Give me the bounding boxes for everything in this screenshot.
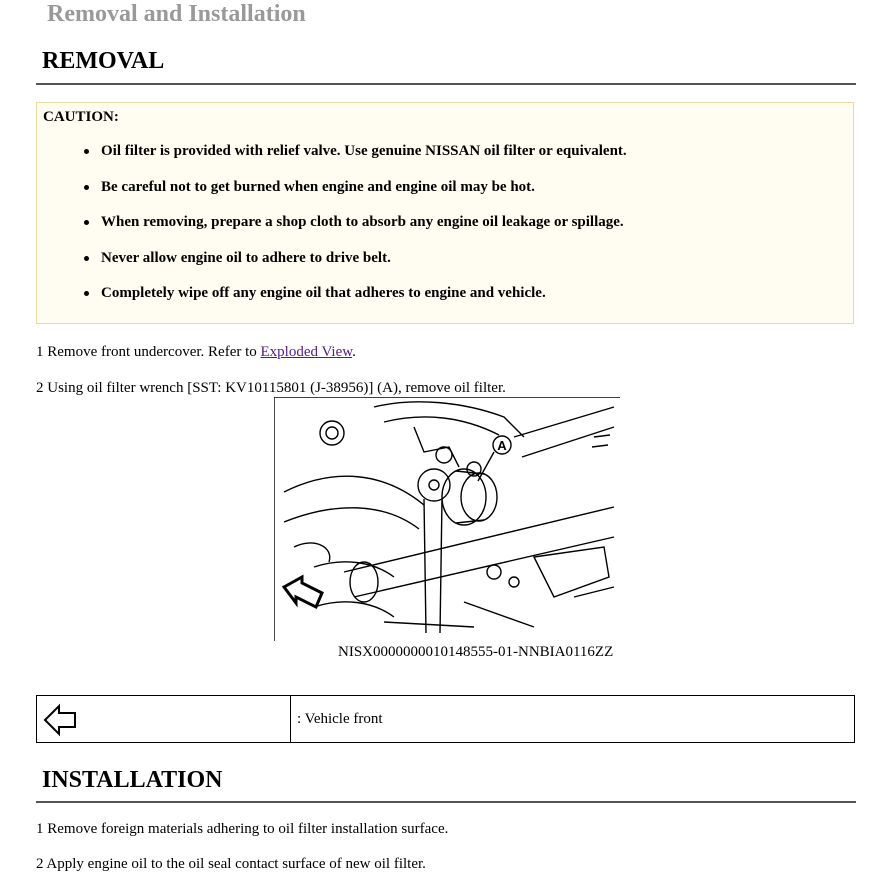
caution-item: Completely wipe off any engine oil that adheres to engine and vehicle. [101,283,627,319]
removal-divider [36,83,856,85]
oil-filter-figure [274,397,620,641]
caution-item: Be careful not to get burned when engine and engine oil may be hot. [101,177,627,213]
step-1-suffix: . [352,344,356,360]
caution-label: CAUTION: [43,109,119,125]
removal-step-2: 2 Using oil filter wrench [SST: KV10115801 (J-38956)] (A), remove oil filter. [36,380,506,396]
removal-step-1 [36,342,356,362]
caution-item: Oil filter is provided with relief valve. Use genuine NISSAN oil filter or equivalent. [101,141,627,177]
installation-step-2: 2 Apply engine oil to the oil seal contact surface of new oil filter. [36,856,426,872]
exploded-view-link[interactable]: Exploded View [260,344,353,360]
vehicle-front-arrow-icon [41,700,81,740]
vehicle-front-arrow-icon [284,577,322,607]
installation-step-1: 1 Remove foreign materials adhering to oil filter installation surface. [36,821,449,837]
legend-icon-cell [37,696,291,742]
page-title: Removal and Installation [47,1,306,27]
removal-heading: REMOVAL [42,48,165,74]
legend-description: : Vehicle front [297,711,383,727]
oil-filter-illustration [274,397,620,641]
figure-caption: NISX0000000010148555-01-NNBIA0116ZZ [338,644,614,660]
step-1-text: 1 Remove front undercover. Refer to [36,344,261,360]
legend-table [36,695,855,743]
caution-item: When removing, prepare a shop cloth to absorb any engine oil leakage or spillage. [101,212,627,248]
caution-item: Never allow engine oil to adhere to drive belt. [101,248,627,284]
installation-heading: INSTALLATION [42,767,223,793]
installation-divider [36,801,856,803]
caution-box [36,102,854,324]
callout-a-label: A [497,438,507,453]
caution-list [37,141,627,319]
